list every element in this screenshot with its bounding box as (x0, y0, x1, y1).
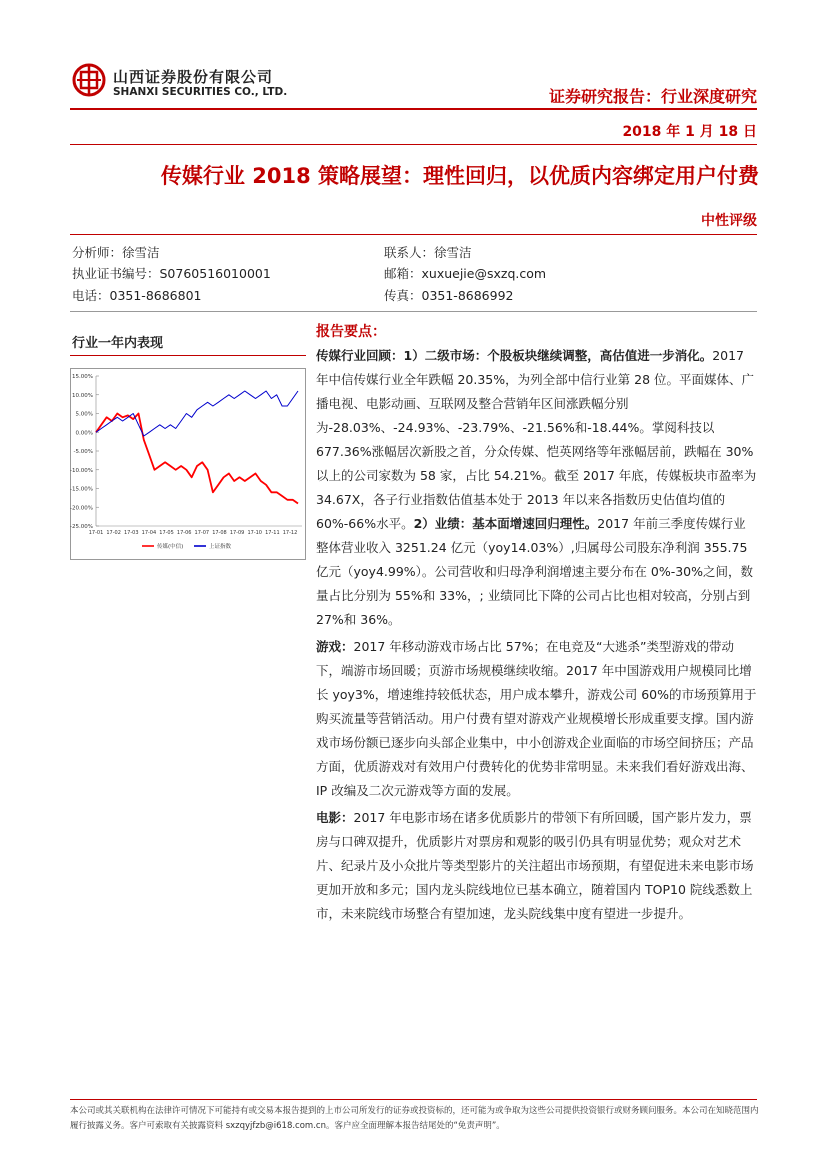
games-heading: 游戏： (316, 639, 354, 654)
fax: 传真：0351-8686992 (384, 288, 514, 303)
games-text: 2017 年移动游戏市场占比 57%；在电竞及“大逃杀”类型游戏的带动下，端游市场回暖；页游市场规模继续收缩。2017 年中国游戏用户规模同比增长 yoy3%，增速维持较低状态，用户成本攀升，游戏公司 60%的市场预算用于购买流量等营销活动。用户付费有望对游戏产业规模增长形成重要支撑。国内游戏市场份额已逐步向头部企业集中，中小创游戏企业面临的市场空间挤压；产品方面，优质游戏对有效用户付费转化的优势非常明显。未来我们看好游戏出海、IP 改编及二次元游戏等方面的发展。 (316, 639, 757, 798)
y-tick-label: 10.00% (72, 392, 93, 399)
sidebar-title: 行业一年内表现 (72, 336, 164, 351)
x-tick-label: 17-10 (247, 530, 262, 536)
y-tick-label: -10.00% (70, 467, 93, 474)
x-tick-label: 17-01 (88, 530, 104, 536)
analyst: 分析师：徐雪洁 (72, 245, 160, 260)
paragraph-film (316, 806, 758, 926)
x-tick-label: 17-07 (194, 530, 210, 536)
film-text: 2017 年电影市场在诸多优质影片的带领下有所回暖，国产影片发力，票房与口碑双提升，优质影片对票房和观影的吸引仍具有明显优势；观众对艺术片、纪录片及小众批片等类型影片的关注超出市场预期，有望促进未来电影市场更加开放和多元；国内龙头院线地位已基本确立，随着国内 TOP10 院线悉数上市，未来院线市场整合有望加速，龙头院线集中度有望进一步提升。 (316, 810, 754, 921)
x-tick-label: 17-08 (212, 530, 227, 536)
cert-number: 执业证书编号：S0760516010001 (72, 266, 271, 281)
x-tick-label: 17-03 (124, 530, 139, 536)
sidebar-divider (70, 355, 306, 356)
y-tick-label: -25.00% (70, 524, 93, 530)
y-tick-label: 15.00% (72, 374, 93, 380)
industry-review-heading: 传媒行业回顾：1）二级市场：个股板块继续调整，高估值进一步消化。 (316, 348, 713, 363)
film-heading: 电影： (316, 810, 354, 825)
title-divider (70, 234, 757, 235)
company-logo-icon (72, 63, 106, 97)
y-tick-label: -5.00% (73, 449, 93, 455)
header-divider (70, 108, 757, 110)
y-tick-label: 0.00% (75, 430, 93, 437)
legend-label: 上证指数 (209, 544, 232, 550)
performance-chart (70, 368, 306, 560)
x-tick-label: 17-09 (229, 530, 245, 536)
rating-badge: 中性评级 (701, 213, 757, 229)
x-tick-label: 17-02 (106, 530, 121, 536)
report-type: 证券研究报告：行业深度研究 (548, 87, 757, 106)
paragraph-industry-review (316, 344, 758, 632)
footer-divider (70, 1099, 757, 1100)
company-name-en: SHANXI SECURITIES CO., LTD. (113, 86, 288, 98)
email: 邮箱：xuxuejie@sxzq.com (384, 266, 547, 281)
legend-label: 传媒(中信) (157, 544, 184, 550)
x-tick-label: 17-12 (282, 530, 298, 536)
report-date: 2018 年 1 月 18 日 (622, 124, 757, 140)
x-tick-label: 17-05 (159, 530, 174, 536)
phone: 电话：0351-8686801 (72, 288, 202, 303)
x-tick-label: 17-06 (176, 530, 192, 536)
contacts-divider (70, 311, 757, 312)
y-tick-label: 5.00% (75, 411, 93, 418)
keypoints-body (316, 344, 758, 929)
industry-review-text: 2017 年中信传媒行业全年跌幅 20.35%，为列全部中信行业第 28 位。平面媒体、广播电视、电影动画、互联网及整合营销年区间涨跌幅分别为-28.03%、-24.93%、-23.79%、-21.56%和-18.44%。掌阅科技以 677.36%涨幅居次新股之首，分众传媒、恺英网络等年涨幅居前，跌幅在 30%以上的公司家数为 58 家，占比 54.21%。截至 2017 年底，传媒板块市盈率为 34.67X，各子行业指数估值基本处于 2013 年以来各指数历史估值均值的 60%-66%水平。 (316, 348, 757, 531)
performance-text: 2017 年前三季度传媒行业整体营业收入 3251.24 亿元（yoy14.03%）,归属母公司股东净利润 355.75 亿元（yoy4.99%）。公司营收和归母净利润增速主要分布在 0%-30%之间，数量占比分别为 55%和 33%，; 业绩同比下降的公司占比也相对较高，分别占到 27%和 36%。 (316, 516, 754, 627)
disclaimer: 本公司或其关联机构在法律许可情况下可能持有或交易本报告提到的上市公司所发行的证券或投资标的，还可能为或争取为这些公司提供投资银行或财务顾问服务。本公司在知晓范围内履行披露义务。客户可索取有关披露资料 sxzqyjfzb@i618.com.cn。客户应全面理解本报告结尾处的“免责声明”。 (70, 1106, 759, 1131)
keypoints-title: 报告要点： (316, 324, 386, 340)
company-name-cn: 山西证券股份有限公司 (113, 68, 274, 86)
y-tick-label: -15.00% (70, 486, 93, 493)
page-title: 传媒行业 2018 策略展望：理性回归，以优质内容绑定用户付费 (160, 164, 759, 188)
x-tick-label: 17-11 (265, 530, 280, 536)
date-divider (70, 144, 757, 145)
paragraph-games (316, 635, 758, 803)
contact-person: 联系人：徐雪洁 (384, 245, 472, 260)
x-tick-label: 17-04 (141, 530, 157, 536)
performance-heading: 2）业绩：基本面增速回归理性。 (413, 516, 598, 531)
y-tick-label: -20.00% (70, 505, 93, 512)
